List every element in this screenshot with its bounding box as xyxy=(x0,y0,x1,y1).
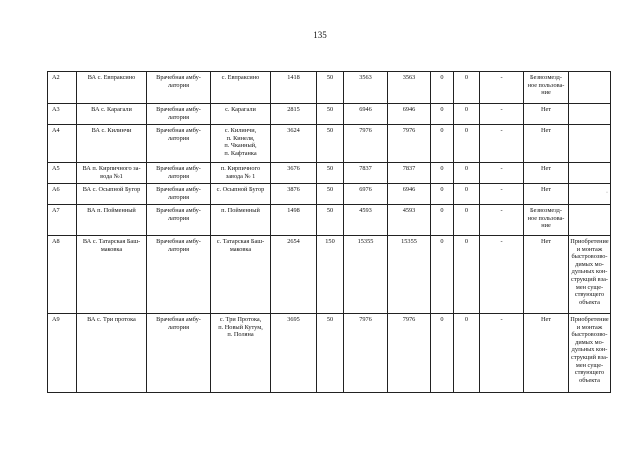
cell-placeholder-dash: - xyxy=(480,72,524,104)
cell-usage-status: Нет xyxy=(524,125,569,163)
cell-capacity: 50 xyxy=(317,205,344,236)
cell-planned-measure xyxy=(569,72,611,104)
cell-value-a: 7976 xyxy=(344,314,388,393)
cell-usage-status: Нет xyxy=(524,236,569,314)
cell-facility-name: ВА с. Евпраксино xyxy=(77,72,147,104)
cell-row-id: A3 xyxy=(48,104,77,125)
table-row xyxy=(48,184,611,205)
cell-population: 3695 xyxy=(271,314,317,393)
cell-value-c: 0 xyxy=(431,184,454,205)
page-number: 135 xyxy=(313,30,327,40)
cell-value-b: 6946 xyxy=(388,104,431,125)
cell-placeholder-dash: - xyxy=(480,163,524,184)
cell-served-locations: с. Осыпной Бугор xyxy=(211,184,271,205)
cell-planned-measure: Приобретение и монтаж быстровозво- димых мо- дульных кон- струкций вза- мен суще- ствующего объекта xyxy=(569,314,611,393)
cell-placeholder-dash: - xyxy=(480,125,524,163)
cell-served-locations: п. Пойменный xyxy=(211,205,271,236)
table-row xyxy=(48,125,611,163)
cell-value-c: 0 xyxy=(431,236,454,314)
cell-value-d: 0 xyxy=(454,104,480,125)
cell-value-c: 0 xyxy=(431,72,454,104)
cell-value-a: 7976 xyxy=(344,125,388,163)
facilities-table xyxy=(47,71,611,393)
cell-value-a: 6976 xyxy=(344,184,388,205)
table-row xyxy=(48,236,611,314)
cell-capacity: 50 xyxy=(317,104,344,125)
cell-capacity: 50 xyxy=(317,184,344,205)
cell-value-b: 7837 xyxy=(388,163,431,184)
cell-planned-measure xyxy=(569,125,611,163)
cell-planned-measure xyxy=(569,163,611,184)
cell-planned-measure xyxy=(569,184,611,205)
cell-value-c: 0 xyxy=(431,125,454,163)
cell-capacity: 50 xyxy=(317,72,344,104)
cell-facility-type: Врачебная амбу- латория xyxy=(147,236,211,314)
cell-usage-status: Нет xyxy=(524,314,569,393)
cell-row-id: A7 xyxy=(48,205,77,236)
cell-facility-type: Врачебная амбу- латория xyxy=(147,125,211,163)
cell-value-b: 7976 xyxy=(388,125,431,163)
cell-value-b: 7976 xyxy=(388,314,431,393)
cell-value-c: 0 xyxy=(431,104,454,125)
cell-usage-status: Безвозмезд- ное пользова- ние xyxy=(524,205,569,236)
cell-row-id: A2 xyxy=(48,72,77,104)
cell-value-a: 4593 xyxy=(344,205,388,236)
cell-served-locations: с. Карагали xyxy=(211,104,271,125)
cell-population: 1498 xyxy=(271,205,317,236)
cell-planned-measure xyxy=(569,104,611,125)
cell-served-locations: с. Килинчи, п. Кинеля, п. Чканный, п. Кафтанка xyxy=(211,125,271,163)
cell-usage-status: Нет xyxy=(524,184,569,205)
cell-capacity: 50 xyxy=(317,163,344,184)
cell-population: 3876 xyxy=(271,184,317,205)
cell-facility-type: Врачебная амбу- латория xyxy=(147,205,211,236)
cell-row-id: A6 xyxy=(48,184,77,205)
cell-placeholder-dash: - xyxy=(480,236,524,314)
cell-value-d: 0 xyxy=(454,125,480,163)
cell-placeholder-dash: - xyxy=(480,314,524,393)
cell-value-a: 15355 xyxy=(344,236,388,314)
cell-facility-name: ВА с. Татарская Баш- маковка xyxy=(77,236,147,314)
cell-row-id: A9 xyxy=(48,314,77,393)
cell-population: 1418 xyxy=(271,72,317,104)
cell-value-c: 0 xyxy=(431,314,454,393)
cell-placeholder-dash: - xyxy=(480,205,524,236)
cell-served-locations: п. Кирпичного завода № 1 xyxy=(211,163,271,184)
cell-value-c: 0 xyxy=(431,163,454,184)
cell-facility-name: ВА с. Килинчи xyxy=(77,125,147,163)
cell-row-id: A8 xyxy=(48,236,77,314)
cell-value-d: 0 xyxy=(454,205,480,236)
table-row xyxy=(48,314,611,393)
cell-facility-type: Врачебная амбу- латория xyxy=(147,314,211,393)
cell-value-d: 0 xyxy=(454,184,480,205)
cell-value-b: 6946 xyxy=(388,184,431,205)
cell-value-d: 0 xyxy=(454,163,480,184)
cell-capacity: 50 xyxy=(317,125,344,163)
cell-value-c: 0 xyxy=(431,205,454,236)
cell-value-d: 0 xyxy=(454,72,480,104)
cell-capacity: 150 xyxy=(317,236,344,314)
cell-usage-status: Нет xyxy=(524,104,569,125)
cell-value-b: 15355 xyxy=(388,236,431,314)
cell-value-a: 3563 xyxy=(344,72,388,104)
cell-placeholder-dash: - xyxy=(480,104,524,125)
cell-value-b: 4593 xyxy=(388,205,431,236)
cell-capacity: 50 xyxy=(317,314,344,393)
cell-facility-name: ВА п. Пойменный xyxy=(77,205,147,236)
cell-facility-type: Врачебная амбу- латория xyxy=(147,184,211,205)
cell-value-d: 0 xyxy=(454,236,480,314)
cell-value-a: 7837 xyxy=(344,163,388,184)
cell-population: 3676 xyxy=(271,163,317,184)
cell-facility-name: ВА с. Карагали xyxy=(77,104,147,125)
cell-row-id: A4 xyxy=(48,125,77,163)
table-row xyxy=(48,205,611,236)
cell-population: 2654 xyxy=(271,236,317,314)
table-row xyxy=(48,104,611,125)
table-row xyxy=(48,163,611,184)
cell-served-locations: с. Татарская Баш- маковка xyxy=(211,236,271,314)
cell-facility-name: ВА с. Осыпной Бугор xyxy=(77,184,147,205)
cell-planned-measure: Приобретение и монтаж быстровозво- димых мо- дульных кон- струкций вза- мен суще- ствующего объекта xyxy=(569,236,611,314)
cell-value-b: 3563 xyxy=(388,72,431,104)
cell-usage-status: Нет xyxy=(524,163,569,184)
cell-placeholder-dash: - xyxy=(480,184,524,205)
cell-facility-type: Врачебная амбу- латория xyxy=(147,72,211,104)
cell-value-d: 0 xyxy=(454,314,480,393)
table-row xyxy=(48,72,611,104)
cell-row-id: A5 xyxy=(48,163,77,184)
cell-usage-status: Безвозмезд- ное пользова- ние xyxy=(524,72,569,104)
cell-population: 3624 xyxy=(271,125,317,163)
cell-population: 2815 xyxy=(271,104,317,125)
cell-facility-name: ВА с. Три протока xyxy=(77,314,147,393)
cell-facility-name: ВА п. Кирпичного за- вода №1 xyxy=(77,163,147,184)
cell-value-a: 6946 xyxy=(344,104,388,125)
cell-served-locations: с. Три Протока, п. Новый Кутум, п. Поляна xyxy=(211,314,271,393)
cell-planned-measure xyxy=(569,205,611,236)
cell-served-locations: с. Евпраксино xyxy=(211,72,271,104)
cell-facility-type: Врачебная амбу- латория xyxy=(147,163,211,184)
scan-mark: · xyxy=(606,190,608,196)
cell-facility-type: Врачебная амбу- латория xyxy=(147,104,211,125)
